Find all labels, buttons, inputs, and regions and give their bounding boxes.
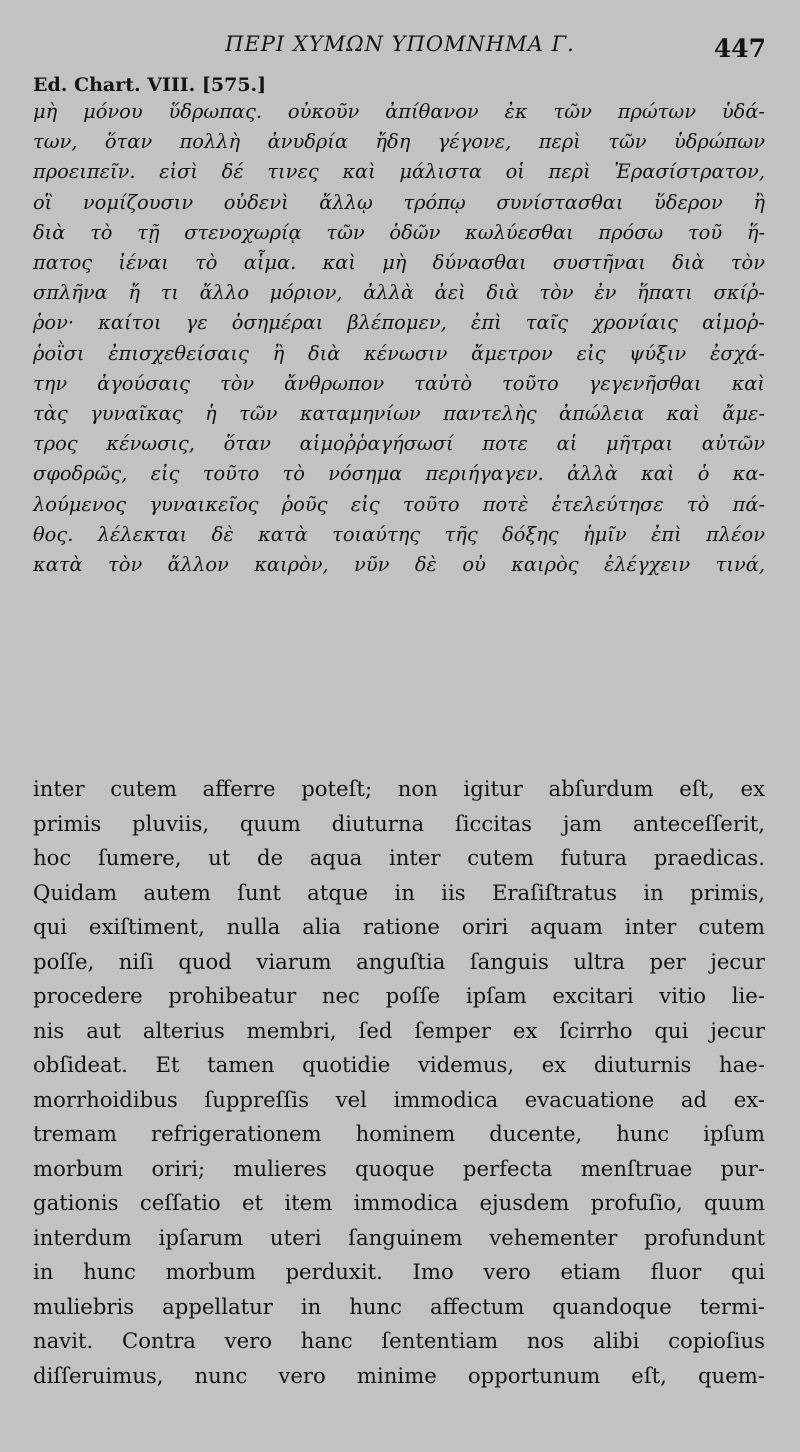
latin-line: nis aut alterius membri, ſed ſemper ex ſcirrho qui jecur [33,1017,765,1043]
latin-line: morrhoidibus ſuppreſſis vel immodica evacuatione ad ex- [33,1086,765,1112]
greek-line: μὴ μόνου ὕδρωπας. οὐκοῦν ἀπίθανον ἐκ τῶν πρώτων ὑδά- [33,100,765,123]
greek-text-block [33,97,765,580]
greek-line: σπλῆνα ἤ τι ἄλλο μόριον, ἀλλὰ ἀεὶ διὰ τὸν ἐν ἥπατι σκίῤ- [33,281,765,305]
page-number: 447 [713,34,766,63]
latin-line: morbum oriri; mulieres quoque perfecta menſtruae pur- [33,1155,765,1181]
latin-line: in hunc morbum perduxit. Imo vero etiam fluor qui [33,1259,765,1284]
greek-line: ῥοῒσι ἐπισχεθείσαις ἢ διὰ κένωσιν ἄμετρον εἰς ψύξιν ἐσχά- [33,341,765,365]
greek-line: λούμενος γυναικεῖος ῥοῦς εἰς τοῦτο ποτὲ ἐτελεύτησε τὸ πά- [33,492,765,516]
greek-line: των, ὅταν πολλὴ ἀνυδρία ἤδη γέγονε, περὶ τῶν ὑδρώπων [33,130,765,154]
greek-line: οἳ νομίζουσιν οὐδενὶ ἄλλῳ τρόπῳ συνίστασθαι ὕδερον ἢ [33,190,765,214]
greek-line: τὰς γυναῖκας ἡ τῶν καταμηνίων παντελὴς ἀπώλεια καὶ ἄμε- [33,402,765,426]
latin-line: primis pluviis, quum diuturna ſiccitas jam anteceſſerit, [33,810,765,836]
latin-line: diſſeruimus, nunc vero minime opportunum eſt, quem- [33,1362,765,1388]
latin-line: procedere prohibeatur nec poſſe ipſam excitari vitio lie- [33,983,765,1008]
greek-line: θος. λέλεκται δὲ κατὰ τοιαύτης τῆς δόξης ἡμῖν ἐπὶ πλέον [33,522,765,546]
greek-line: προειπεῖν. εἰσὶ δέ τινες καὶ μάλιστα οἱ περὶ Ἐρασίστρατον, [33,160,765,184]
latin-line: inter cutem afferre poteſt; non igitur abſurdum eſt, ex [33,776,765,801]
greek-line: τρος κένωσις, ὅταν αἱμοῤῥαγήσωσί ποτε αἱ μῆτραι αὐτῶν [33,432,765,456]
greek-line: διὰ τὸ τῇ στενοχωρίᾳ τῶν ὁδῶν κωλύεσθαι πρόσω τοῦ ἥ- [33,220,765,244]
latin-line: hoc ſumere, ut de aqua inter cutem futura praedicas. [33,845,765,870]
latin-line: gationis ceſſatio et item immodica ejusdem profuſio, quum [33,1190,765,1215]
latin-line: interdum ipſarum uteri ſanguinem vehementer profundunt [33,1224,765,1250]
edition-reference: Ed. Chart. VIII. [575.] [33,74,267,96]
greek-line: την ἀγούσαις τὸν ἄνθρωπον ταὐτὸ τοῦτο γεγενῆσθαι καὶ [33,371,765,395]
page-header [0,32,800,66]
latin-line: tremam refrigerationem hominem ducente, hunc ipſum [33,1121,765,1146]
running-title: ΠΕΡΙ ΧΥΜΩΝ ΥΠΟΜΝΗΜΑ Γ. [225,32,575,56]
latin-line: Quidam autem ſunt atque in iis Eraſiſtratus in primis, [33,879,765,905]
latin-line: obſideat. Et tamen quotidie videmus, ex diuturnis hae- [33,1052,765,1077]
latin-line: qui exiſtiment, nulla alia ratione oriri aquam inter cutem [33,914,765,939]
latin-line: muliebris appellatur in hunc affectum quandoque termi- [33,1293,765,1319]
latin-line: navit. Contra vero hanc ſententiam nos alibi copioſius [33,1328,765,1353]
greek-line: πατος ἰέναι τὸ αἷμα. καὶ μὴ δύνασθαι συστῆναι διὰ τὸν [33,251,765,275]
latin-text-block [33,772,765,1393]
latin-line: poſſe, niſi quod viarum anguſtia ſanguis ultra per jecur [33,948,765,974]
greek-line: κατὰ τὸν ἄλλον καιρὸν, νῦν δὲ οὐ καιρὸς ἐλέγχειν τινά, [33,553,765,577]
greek-line: σφοδρῶς, εἰς τοῦτο τὸ νόσημα περιήγαγεν. ἀλλὰ καὶ ὁ κα- [33,462,765,486]
greek-line: ῥον· καίτοι γε ὁσημέραι βλέπομεν, ἐπὶ ταῖς χρονίαις αἱμοῤ- [33,311,765,335]
